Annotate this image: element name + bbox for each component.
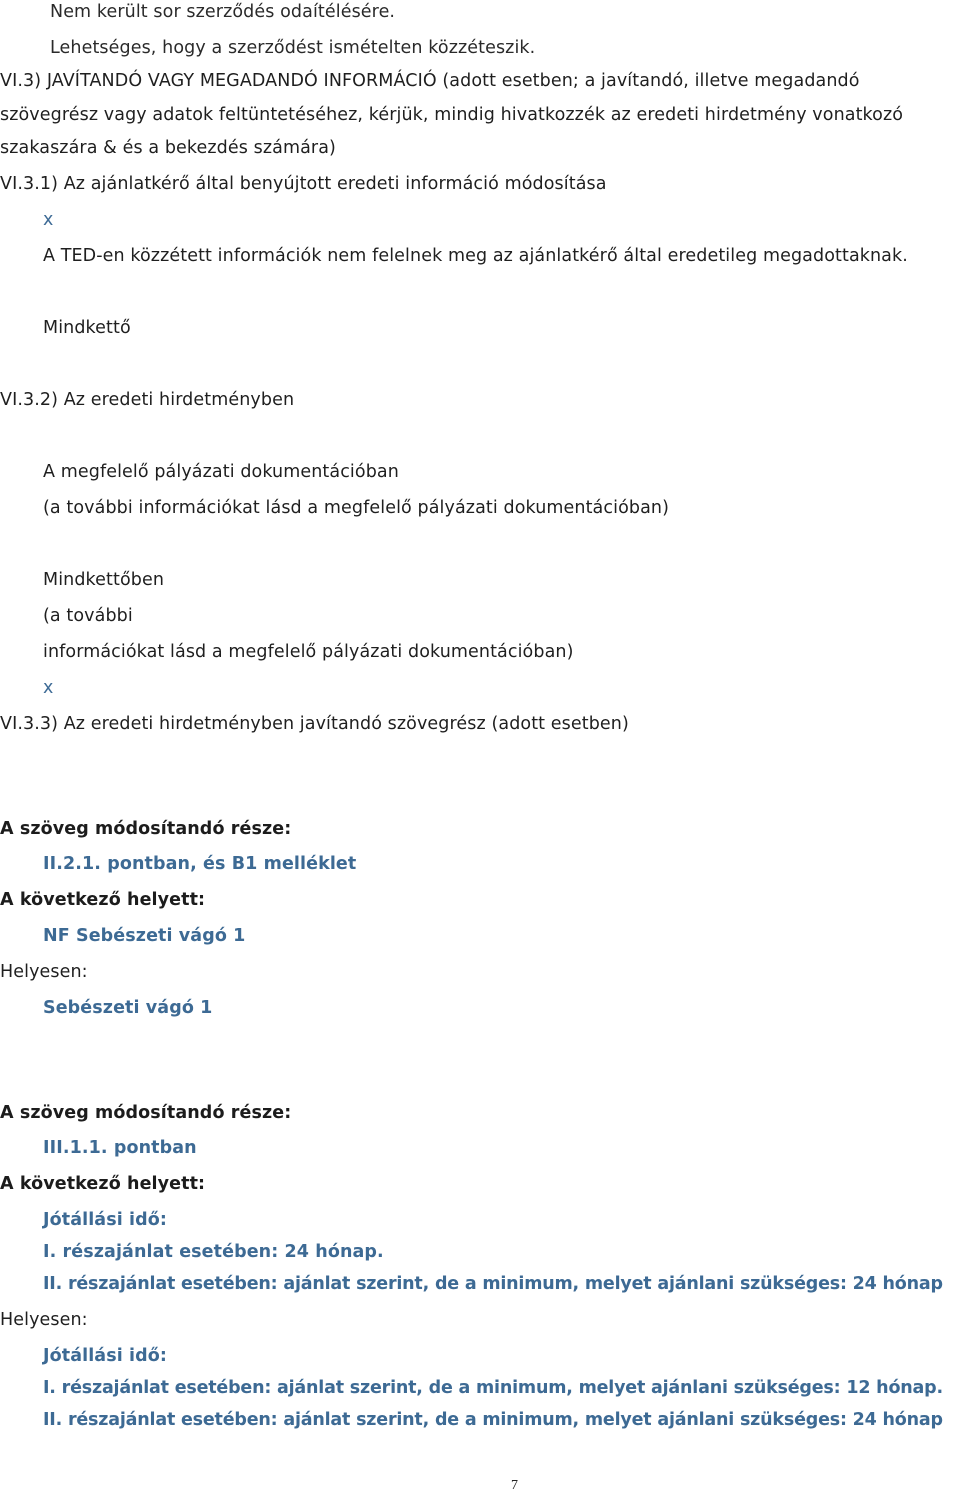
correction2-instead-line3: II. részajánlat esetében: ajánlat szerint, de a minimum, melyet ajánlani szükséges: 24 hónap bbox=[43, 1274, 943, 1294]
award-status-line: Nem került sor szerződés odaítélésére. bbox=[50, 2, 396, 22]
correction1-part: II.2.1. pontban, és B1 melléklet bbox=[43, 854, 357, 874]
correction2-label-instead: A következő helyett: bbox=[0, 1174, 206, 1194]
correction2-correct-line1: Jótállási idő: bbox=[43, 1346, 167, 1366]
correction2-instead-line1: Jótállási idő: bbox=[43, 1210, 167, 1230]
vi32-option-both-line3: információkat lásd a megfelelő pályázati dokumentációban) bbox=[43, 642, 574, 662]
republish-note-line: Lehetséges, hogy a szerződést ismételten közzéteszik. bbox=[50, 38, 536, 58]
correction2-label-correct: Helyesen: bbox=[0, 1310, 88, 1330]
section-vi32-heading: VI.3.2) Az eredeti hirdetményben bbox=[0, 390, 295, 410]
vi31-option-both: Mindkettő bbox=[43, 318, 131, 338]
section-vi3-heading-line2: szövegrész vagy adatok feltüntetéséhez, kérjük, mindig hivatkozzék az eredeti hirdetmény vonatkozó bbox=[0, 105, 904, 125]
correction1-correct: Sebészeti vágó 1 bbox=[43, 998, 213, 1018]
section-vi31-heading: VI.3.1) Az ajánlatkérő által benyújtott eredeti információ módosítása bbox=[0, 174, 607, 194]
correction1-label-instead: A következő helyett: bbox=[0, 890, 206, 910]
page-number: 7 bbox=[511, 1478, 518, 1493]
vi32-option-both-line1: Mindkettőben bbox=[43, 570, 165, 590]
vi32-option-both-line2: (a további bbox=[43, 606, 133, 626]
correction2-correct-line3: II. részajánlat esetében: ajánlat szerint, de a minimum, melyet ajánlani szükséges: 24 hónap bbox=[43, 1410, 943, 1430]
section-vi33-heading: VI.3.3) Az eredeti hirdetményben javítandó szövegrész (adott esetben) bbox=[0, 714, 629, 734]
vi31-selected-mark: x bbox=[43, 210, 54, 230]
correction1-label-part: A szöveg módosítandó része: bbox=[0, 819, 292, 839]
vi32-option-docs-line1: A megfelelő pályázati dokumentációban bbox=[43, 462, 399, 482]
correction2-instead-line2: I. részajánlat esetében: 24 hónap. bbox=[43, 1242, 384, 1262]
section-vi3-heading-line1: VI.3) JAVÍTANDÓ VAGY MEGADANDÓ INFORMÁCIÓ (adott esetben; a javítandó, illetve megadandó bbox=[0, 71, 860, 91]
vi31-option-ted: A TED-en közzétett információk nem felelnek meg az ajánlatkérő által eredetileg megadottaknak. bbox=[43, 246, 908, 266]
vi32-option-docs-line2: (a további információkat lásd a megfelelő pályázati dokumentációban) bbox=[43, 498, 670, 518]
correction1-instead: NF Sebészeti vágó 1 bbox=[43, 926, 246, 946]
vi32-selected-mark: x bbox=[43, 678, 54, 698]
correction2-correct-line2: I. részajánlat esetében: ajánlat szerint, de a minimum, melyet ajánlani szükséges: 12 hónap. bbox=[43, 1378, 943, 1398]
correction1-label-correct: Helyesen: bbox=[0, 962, 88, 982]
section-vi3-heading-line3: szakaszára & és a bekezdés számára) bbox=[0, 138, 336, 158]
correction2-part: III.1.1. pontban bbox=[43, 1138, 197, 1158]
correction2-label-part: A szöveg módosítandó része: bbox=[0, 1103, 292, 1123]
